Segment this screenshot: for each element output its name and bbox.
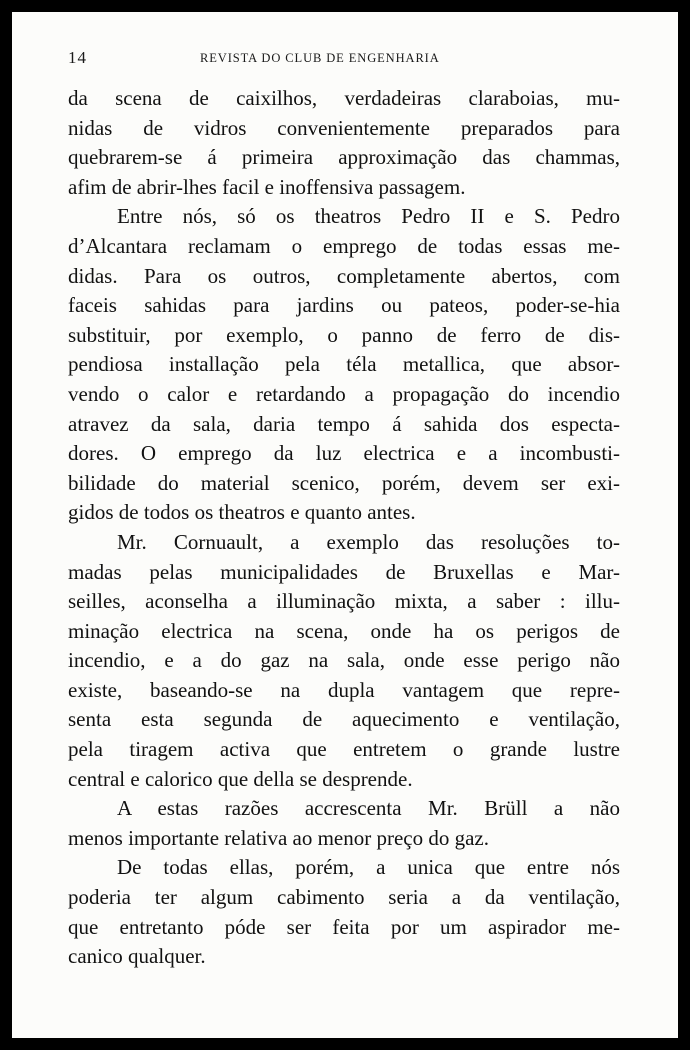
text-line: seilles, aconselha a illuminação mixta, a saber : illu-: [68, 589, 620, 614]
page-number: 14: [68, 48, 87, 67]
text-line: senta esta segunda de aquecimento e ventilação,: [68, 707, 620, 732]
paragraph: [68, 84, 620, 202]
text-line: menos importante relativa ao menor preço do gaz.: [68, 825, 490, 850]
text-line: central e calorico que della se desprende.: [68, 766, 413, 791]
text-line: pendiosa installação pela téla metallica, que absor-: [68, 352, 620, 377]
text-line: pela tiragem activa que entretem o grande lustre: [68, 737, 620, 762]
text-line: bilidade do material scenico, porém, devem ser exi-: [68, 470, 620, 495]
book-page: [12, 12, 678, 1038]
text-line: poderia ter algum cabimento seria a da ventilação,: [68, 885, 620, 910]
text-line: dores. O emprego da luz electrica e a incombusti-: [68, 441, 620, 466]
paragraph: [68, 853, 620, 971]
text-line: Mr. Cornuault, a exemplo das resoluções to-: [117, 529, 620, 554]
text-line: atravez da sala, daria tempo á sahida dos especta-: [68, 411, 620, 436]
text-line: d’Alcantara reclamam o emprego de todas essas me-: [68, 233, 620, 258]
body-text: [68, 84, 620, 972]
text-line: Entre nós, só os theatros Pedro II e S. Pedro: [117, 204, 620, 229]
text-line: que entretanto póde ser feita por um aspirador me-: [68, 914, 620, 939]
text-line: quebrarem-se á primeira approximação das chammas,: [68, 145, 620, 170]
text-line: da scena de caixilhos, verdadeiras claraboias, mu-: [68, 86, 620, 110]
text-line: De todas ellas, porém, a unica que entre nós: [117, 855, 620, 880]
paragraph: [68, 202, 620, 528]
text-line: A estas razões accrescenta Mr. Brüll a não: [117, 796, 620, 821]
text-line: faceis sahidas para jardins ou pateos, poder-se-hia: [68, 293, 620, 318]
text-line: canico qualquer.: [68, 944, 206, 969]
running-head: [12, 48, 678, 72]
text-line: afim de abrir-lhes facil e inoffensiva passagem.: [68, 174, 466, 199]
text-line: nidas de vidros convenientemente preparados para: [68, 115, 620, 140]
text-line: gidos de todos os theatros e quanto antes.: [68, 500, 416, 525]
text-line: minação electrica na scena, onde ha os perigos de: [68, 618, 620, 643]
text-line: didas. Para os outros, completamente abertos, com: [68, 263, 620, 288]
paragraph: [68, 794, 620, 853]
paragraph: [68, 528, 620, 794]
text-line: vendo o calor e retardando a propagação do incendio: [68, 381, 620, 406]
running-title: REVISTA DO CLUB DE ENGENHARIA: [200, 51, 440, 65]
text-line: incendio, e a do gaz na sala, onde esse perigo não: [68, 648, 620, 673]
text-line: substituir, por exemplo, o panno de ferro de dis-: [68, 322, 620, 347]
text-line: existe, baseando-se na dupla vantagem que repre-: [68, 677, 620, 702]
text-line: madas pelas municipalidades de Bruxellas e Mar-: [68, 559, 620, 584]
